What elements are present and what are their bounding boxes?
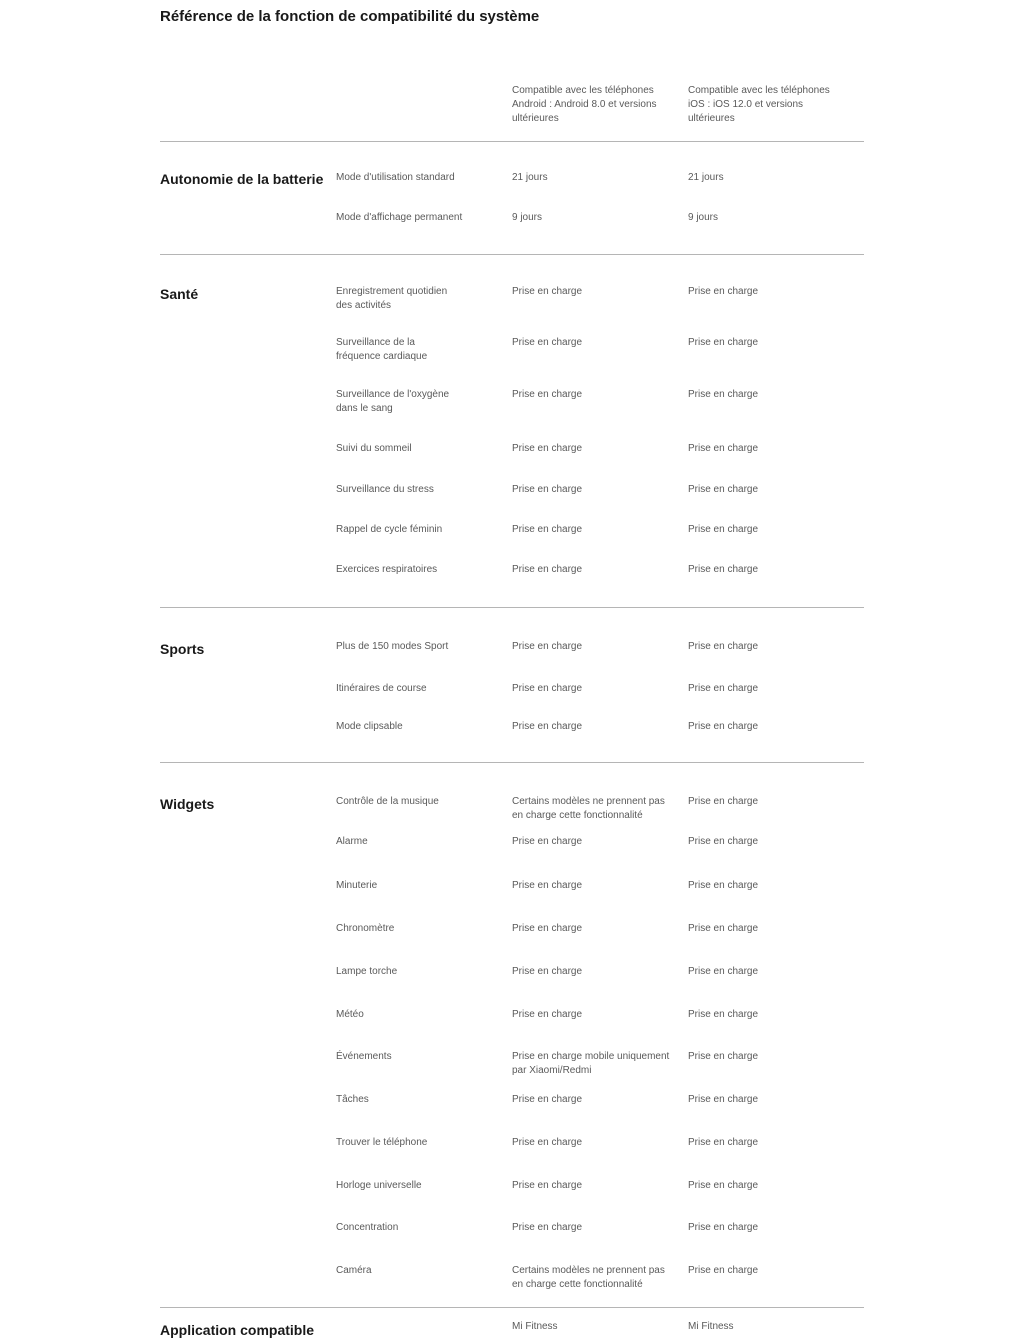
ios-value: Prise en charge — [688, 836, 759, 847]
ios-value: Prise en charge — [688, 389, 759, 400]
ios-value: Mi Fitness — [688, 1321, 734, 1332]
feature-name: Météo — [336, 1009, 364, 1020]
feature-name: Mode clipsable — [336, 721, 403, 732]
section-title-widgets: Widgets — [160, 796, 215, 812]
page-title: Référence de la fonction de compatibilité du système — [160, 8, 540, 25]
feature-name: Itinéraires de course — [336, 683, 427, 694]
ios-value: Prise en charge — [688, 1094, 759, 1105]
section-divider — [160, 762, 864, 763]
feature-name: Alarme — [336, 836, 368, 847]
section-divider — [160, 1307, 864, 1308]
feature-name: Trouver le téléphone — [336, 1137, 428, 1148]
section-title-health: Santé — [160, 286, 199, 302]
ios-value: Prise en charge — [688, 1051, 759, 1062]
ios-value: Prise en charge — [688, 286, 759, 297]
ios-value: Prise en charge — [688, 564, 759, 575]
feature-name: Suivi du sommeil — [336, 443, 412, 454]
feature-name: Événements — [336, 1051, 392, 1062]
android-value: Prise en charge — [512, 564, 583, 575]
android-value: Mi Fitness — [512, 1321, 558, 1332]
feature-name: Mode d'utilisation standard — [336, 172, 455, 183]
feature-name: Surveillance de l'oxygène dans le sang — [336, 389, 450, 414]
ios-value: Prise en charge — [688, 683, 759, 694]
section-divider — [160, 607, 864, 608]
feature-name: Concentration — [336, 1222, 399, 1233]
feature-name: Contrôle de la musique — [336, 796, 439, 807]
feature-name: Enregistrement quotidien des activités — [336, 286, 448, 311]
section-title-compatible-app: Application compatible — [160, 1322, 315, 1338]
android-value: Prise en charge — [512, 286, 583, 297]
feature-name: Mode d'affichage permanent — [336, 212, 463, 223]
android-value: Prise en charge — [512, 1009, 583, 1020]
ios-value: Prise en charge — [688, 923, 759, 934]
ios-value: Prise en charge — [688, 337, 759, 348]
android-value: Prise en charge — [512, 836, 583, 847]
section-title-battery: Autonomie de la batterie — [160, 171, 324, 187]
header-divider — [160, 141, 864, 142]
ios-value: Prise en charge — [688, 1180, 759, 1191]
feature-name: Lampe torche — [336, 966, 398, 977]
android-value: Prise en charge — [512, 923, 583, 934]
ios-value: Prise en charge — [688, 1265, 759, 1276]
ios-value: 9 jours — [688, 212, 719, 223]
feature-name: Surveillance de la fréquence cardiaque — [336, 337, 428, 362]
feature-name: Tâches — [336, 1094, 369, 1105]
android-value: Prise en charge mobile uniquement par Xiaomi/Redmi — [512, 1051, 670, 1076]
android-value: Prise en charge — [512, 337, 583, 348]
feature-name: Chronomètre — [336, 923, 395, 934]
section-title-sports: Sports — [160, 641, 205, 657]
ios-value: Prise en charge — [688, 1222, 759, 1233]
feature-name: Minuterie — [336, 880, 378, 891]
android-value: Prise en charge — [512, 1180, 583, 1191]
ios-value: Prise en charge — [688, 443, 759, 454]
feature-name: Rappel de cycle féminin — [336, 524, 443, 535]
ios-value: Prise en charge — [688, 721, 759, 732]
android-value: Prise en charge — [512, 683, 583, 694]
android-value: Certains modèles ne prennent pas en charge cette fonctionnalité — [512, 796, 665, 821]
ios-value: Prise en charge — [688, 641, 759, 652]
android-value: Prise en charge — [512, 966, 583, 977]
android-value: Prise en charge — [512, 389, 583, 400]
android-value: Prise en charge — [512, 880, 583, 891]
android-value: Prise en charge — [512, 1094, 583, 1105]
android-value: Prise en charge — [512, 721, 583, 732]
android-value: Prise en charge — [512, 443, 583, 454]
feature-name: Exercices respiratoires — [336, 564, 438, 575]
section-divider — [160, 254, 864, 255]
ios-value: Prise en charge — [688, 880, 759, 891]
ios-value: Prise en charge — [688, 1009, 759, 1020]
android-value: Prise en charge — [512, 1222, 583, 1233]
feature-name: Caméra — [336, 1265, 372, 1276]
ios-value: Prise en charge — [688, 1137, 759, 1148]
column-header-ios: Compatible avec les téléphones iOS : iOS 12.0 et versions ultérieures — [688, 85, 830, 124]
feature-name: Horloge universelle — [336, 1180, 422, 1191]
android-value: 9 jours — [512, 212, 543, 223]
android-value: Certains modèles ne prennent pas en charge cette fonctionnalité — [512, 1265, 665, 1290]
android-value: Prise en charge — [512, 641, 583, 652]
ios-value: 21 jours — [688, 172, 724, 183]
android-value: 21 jours — [512, 172, 548, 183]
android-value: Prise en charge — [512, 1137, 583, 1148]
ios-value: Prise en charge — [688, 796, 759, 807]
column-header-android: Compatible avec les téléphones Android : Android 8.0 et versions ultérieures — [512, 85, 657, 124]
ios-value: Prise en charge — [688, 966, 759, 977]
feature-name: Plus de 150 modes Sport — [336, 641, 449, 652]
feature-name: Surveillance du stress — [336, 484, 434, 495]
android-value: Prise en charge — [512, 484, 583, 495]
ios-value: Prise en charge — [688, 524, 759, 535]
android-value: Prise en charge — [512, 524, 583, 535]
ios-value: Prise en charge — [688, 484, 759, 495]
